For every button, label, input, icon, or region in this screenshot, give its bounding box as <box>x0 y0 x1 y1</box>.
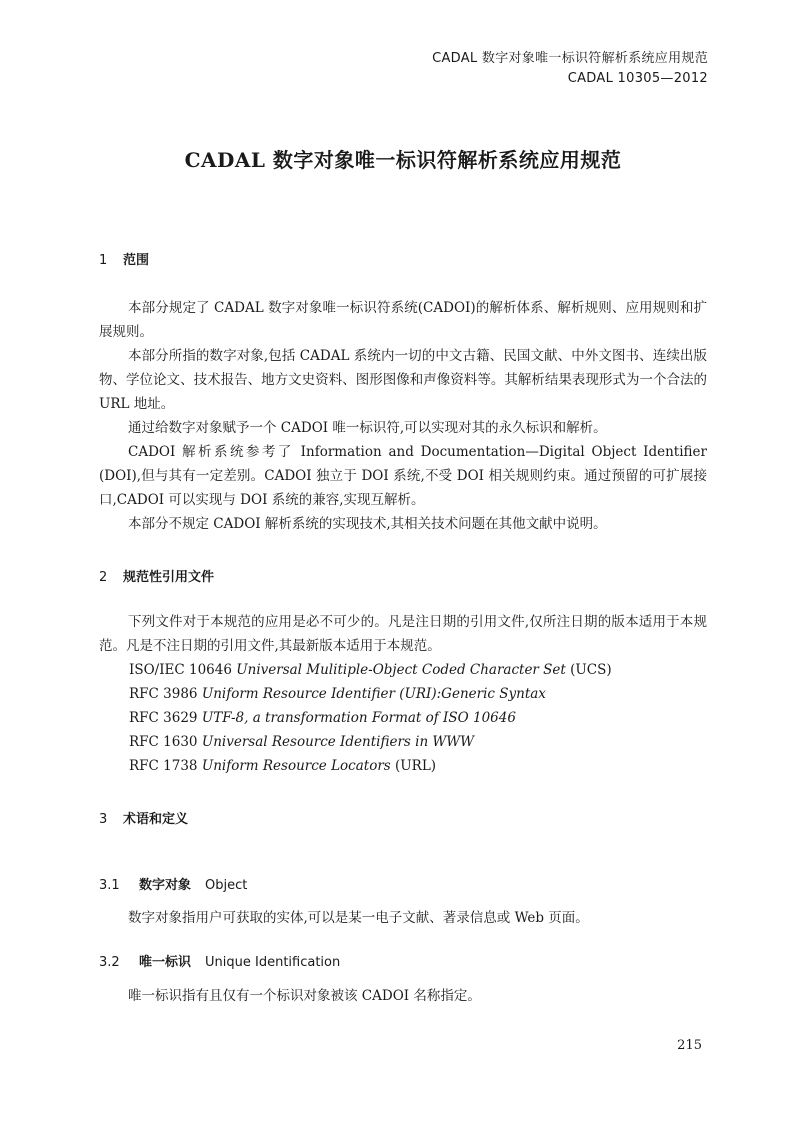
paragraph: 数字对象指用户可获取的实体,可以是某一电子文献、著录信息或 Web 页面。 <box>128 910 589 926</box>
subsection-heading-object: 3.1 数字对象 Object <box>99 878 248 893</box>
paragraph: CADOI 解析系统参考了 Information and Documentation—Digital Object Identifier (DOI),但与其有一定差别。CADOI 独立于 DOI 系统,不受 DOI 相关规则约束。通过预留的可扩展接口,CADOI 可以实现与 DOI 系统的兼容,实现互解析。 <box>99 444 707 508</box>
section-heading-terms-and-definitions <box>99 808 188 827</box>
section-number: 3 <box>99 812 108 827</box>
section-number: 2 <box>99 570 108 585</box>
section-heading-normative-references <box>99 566 214 585</box>
section-heading-scope <box>99 249 149 268</box>
paragraph: 通过给数字对象赋予一个 CADOI 唯一标识符,可以实现对其的永久标识和解析。 <box>128 420 607 436</box>
reference-item: RFC 1630 Universal Resource Identifiers in WWW <box>129 734 475 750</box>
paragraph: 下列文件对于本规范的应用是必不可少的。凡是注日期的引用文件,仅所注日期的版本适用于本规范。凡是不注日期的引用文件,其最新版本适用于本规范。 <box>99 614 707 654</box>
reference-item: RFC 3986 Uniform Resource Identifier (URI):Generic Syntax <box>129 686 546 702</box>
paragraph: 本部分规定了 CADAL 数字对象唯一标识符系统(CADOI)的解析体系、解析规则、应用规则和扩展规则。 <box>99 300 707 340</box>
reference-item: RFC 3629 UTF-8, a transformation Format of ISO 10646 <box>129 710 516 726</box>
reference-item: ISO/IEC 10646 Universal Mulitiple-Object Coded Character Set (UCS) <box>129 662 612 678</box>
page-number: 215 <box>677 1038 702 1053</box>
section-title: 范围 <box>123 253 150 268</box>
running-header-title: CADAL 数字对象唯一标识符解析系统应用规范 <box>432 51 708 66</box>
reference-item: RFC 1738 Uniform Resource Locators (URL) <box>129 758 437 774</box>
section-title: 规范性引用文件 <box>123 570 215 585</box>
running-header-standard-number: CADAL 10305—2012 <box>567 71 708 86</box>
paragraph: 唯一标识指有且仅有一个标识对象被该 CADOI 名称指定。 <box>128 988 481 1004</box>
paragraph: 本部分所指的数字对象,包括 CADAL 系统内一切的中文古籍、民国文献、中外文图书、连续出版物、学位论文、技术报告、地方文史资料、图形图像和声像资料等。其解析结果表现形式为一个合法的 URL 地址。 <box>99 348 707 412</box>
subsection-heading-unique-identification: 3.2 唯一标识 Unique Identification <box>99 955 341 970</box>
paragraph: 本部分不规定 CADOI 解析系统的实现技术,其相关技术问题在其他文献中说明。 <box>128 516 607 532</box>
section-title: 术语和定义 <box>123 812 189 827</box>
document-title: CADAL 数字对象唯一标识符解析系统应用规范 <box>184 148 622 172</box>
section-number: 1 <box>99 253 108 268</box>
